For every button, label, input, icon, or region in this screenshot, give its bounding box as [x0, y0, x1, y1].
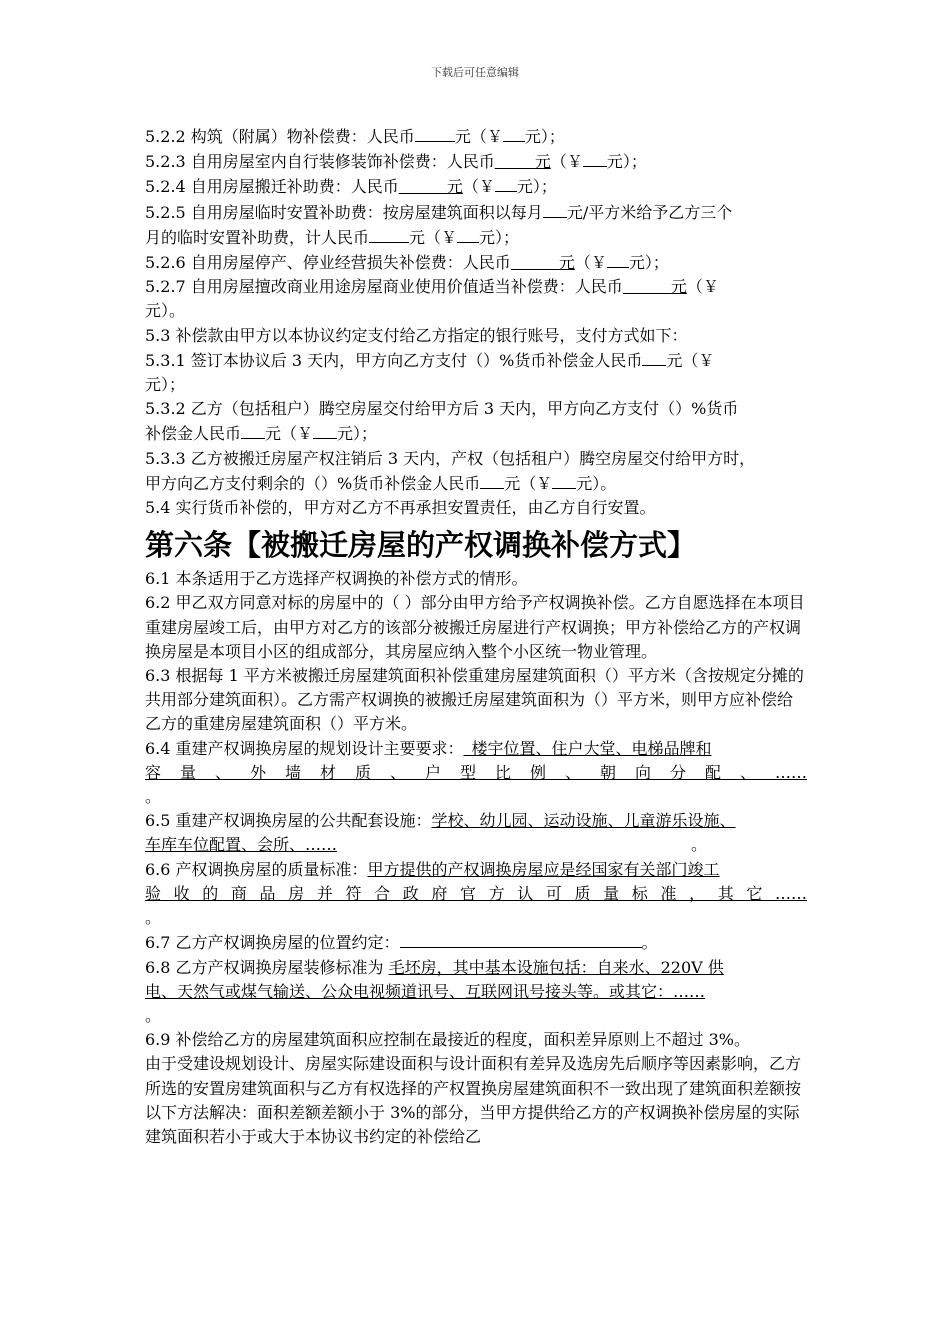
- clause-5-2-5: 5.2.5 自用房屋临时安置补助费：按房屋建筑面积以每月 元/平方米给予乙方三个: [145, 200, 807, 225]
- clause-5-2-4: 5.2.4 自用房屋搬迁补助费：人民币 元（￥ 元）；: [145, 174, 807, 199]
- clause-5-3-2: 5.3.2 乙方（包括租户）腾空房屋交付给甲方后 3 天内，甲方向乙方支付（）%货币: [145, 399, 739, 419]
- clause-6-2: 6.2 甲乙双方同意对标的房屋中的（ ）部分由甲方给予产权调换补偿。乙方自愿选择在本项目重建房屋竣工后，由甲方对乙方的该部分被搬迁房屋进行产权调换；甲方补偿给乙方的产权调换房屋是本项目小区的组成部分，其房屋应纳入整个小区统一物业管理。: [145, 593, 805, 661]
- clause-6-5: 6.5 重建产权调换房屋的公共配套设施：学校、幼儿园、运动设施、儿童游乐设施、: [145, 811, 736, 831]
- clause-6-7: 6.7 乙方产权调换房屋的位置约定： 。: [145, 930, 807, 955]
- clause-6-9: 6.9 补偿给乙方的房屋建筑面积应控制在最接近的程度，面积差异原则上不超过 3%。: [145, 1030, 751, 1050]
- clause-6-8: 6.8 乙方产权调换房屋装修标准为 毛坯房，其中基本设施包括：自来水、220V 供: [145, 957, 724, 977]
- clause-5-3-1: 5.3.1 签订本协议后 3 天内，甲方向乙方支付（）%货币补偿金人民币 元（￥: [145, 348, 807, 373]
- article-6-heading: 第六条【被搬迁房屋的产权调换补偿方式】: [145, 528, 697, 563]
- clause-5-2-3: 5.2.3 自用房屋室内自行装修装饰补偿费：人民币 元（￥ 元）；: [145, 149, 807, 174]
- page-header: 下载后可任意编辑: [431, 66, 519, 79]
- clause-6-9-detail: 由于受建设规划设计、房屋实际建设面积与设计面积有差异及选房先后顺序等因素影响，乙方所选的安置房建筑面积与乙方有权选择的产权置换房屋建筑面积不一致出现了建筑面积差额按以下方法解决：面积差额差额小于 3%的部分，当甲方提供给乙方的产权调换补偿房屋的实际建筑面积若小于或大于本协议书约定的补偿给乙: [145, 1054, 802, 1146]
- clause-5-3: 5.3 补偿款由甲方以本协议约定支付给乙方指定的银行账号，支付方式如下：: [145, 325, 688, 345]
- clause-6-4: 6.4 重建产权调换房屋的规划设计主要要求： 楼宇位置、住户大堂、电梯品牌和: [145, 738, 712, 758]
- clause-6-3: 6.3 根据每 1 平方米被搬迁房屋建筑面积补偿重建房屋建筑面积（）平方米（含按规定分摊的共用部分建筑面积）。乙方需产权调换的被搬迁房屋建筑面积为（）平方米，则甲方应补偿给乙方的重建房屋建筑面积（）平方米。: [145, 666, 804, 734]
- clause-5-2-6: 5.2.6 自用房屋停产、停业经营损失补偿费：人民币 元（￥ 元）；: [145, 250, 807, 275]
- document-body: 5.2.2 构筑（附属）物补偿费：人民币 元（￥ 元）； 5.2.3 自用房屋室内自行装修装饰补偿费：人民币 元（￥ 元）； 5.2.4 自用房屋搬迁补助费：人民币 元（￥ 元）； 5.2.5 自用房屋临时安置补助费：按房屋建筑面积以每月 元/平方米给予乙方三个 月的临时安置补助费，计人民币 元（￥ 元）； 5.2.6 自用房屋停产、停业经营损失补偿费：人民币 元（￥ 元）； 5.2.7 自用房屋擅改商业用途房屋商业使用价值适当补偿费：人民币 元（￥ 元）。 5.3 补偿款由甲方以本协议约定支付给乙方指定的银行账号，支付方式如下： 5.3.1 签订本协议后 3 天内，甲方向乙方支付（）%货币补偿金人民币 元（￥ 元）； 5.3.2 乙方（包括租户）腾空房屋交付给甲方后 3 天内，甲方向乙方支付（）%货币 补偿金人民币 元（￥ 元）； 5.3.3 乙方被搬迁房屋产权注销后 3 天内，产权（包括租户）腾空房屋交付给甲方时， 甲方向乙方支付剩余的（）%货币补偿金人民币 元（￥ 元）。 5.4 实行货币补偿的，甲方对乙方不再承担安置责任，由乙方自行安置。 第六条【被搬迁房屋的产权调换补偿方式】 6.1 本条适用于乙方选择产权调换的补偿方式的情形。 6.2 甲乙双方同意对标的房屋中的（ ）部分由甲方给予产权调换补偿。乙方自愿选择在本项目重建房屋竣工后，由甲方对乙方的该部分被搬迁房屋进行产权调换；甲方补偿给乙方的产权调换房屋是本项目小区的组成部分，其房屋应纳入整个小区统一物业管理。 6.3 根据每 1 平方米被搬迁房屋建筑面积补偿重建房屋建筑面积（）平方米（含按规定分摊的共用部分建筑面积）。乙方需产权调换的被搬迁房屋建筑面积为（）平方米，则甲方应补偿给乙方的重建房屋建筑面积（）平方米。 6.4 重建产权调换房屋的规划设计主要要求： 楼宇位置、住户大堂、电梯品牌和 容 量 、 外 墙 材 质 、 户 型 比 例 、 朝 向 分 配 、 …… 。 6.5 重建产权调换房屋的公共配套设施：学校、幼儿园、运动设施、儿童游乐设施、 车库车位配置、会所、…… 。 6.6 产权调换房屋的质量标准：甲方提供的产权调换房屋应是经国家有关部门竣工 验 收 的 商 品 房 并 符 合 政 府 官 方 认 可 质 量 标 准 ， 其 它 …… 。 6.7 乙方产权调换房屋的位置约定： 。 6.8 乙方产权调换房屋装修标准为 毛坯房，其中基本设施包括：自来水、220V 供 电、天然气或煤气输送、公众电视频道讯号、互联网讯号接头等。或其它：…… 。 6.9 补偿给乙方的房屋建筑面积应控制在最接近的程度，面积差异原则上不超过 3%。 由于受建设规划设计、房屋实际建设面积与设计面积有差异及选房先后顺序等因素影响，乙方所选的安置房建筑面积与乙方有权选择的产权置换房屋建筑面积不一致出现了建筑面积差额按以下方法解决：面积差额差额小于 3%的部分，当甲方提供给乙方的产权调换补偿房屋的实际建筑面积若小于或大于本协议书约定的补偿给乙: [145, 124, 807, 1149]
- clause-5-2-2: 5.2.2 构筑（附属）物补偿费：人民币 元（￥ 元）；: [145, 124, 807, 149]
- clause-6-1: 6.1 本条适用于乙方选择产权调换的补偿方式的情形。: [145, 569, 528, 589]
- clause-5-2-7: 5.2.7 自用房屋擅改商业用途房屋商业使用价值适当补偿费：人民币 元（￥: [145, 277, 719, 297]
- clause-5-4: 5.4 实行货币补偿的，甲方对乙方不再承担安置责任，由乙方自行安置。: [145, 498, 656, 518]
- clause-6-6: 6.6 产权调换房屋的质量标准：甲方提供的产权调换房屋应是经国家有关部门竣工: [145, 859, 720, 879]
- clause-5-3-3: 5.3.3 乙方被搬迁房屋产权注销后 3 天内，产权（包括租户）腾空房屋交付给甲方时，: [145, 448, 756, 468]
